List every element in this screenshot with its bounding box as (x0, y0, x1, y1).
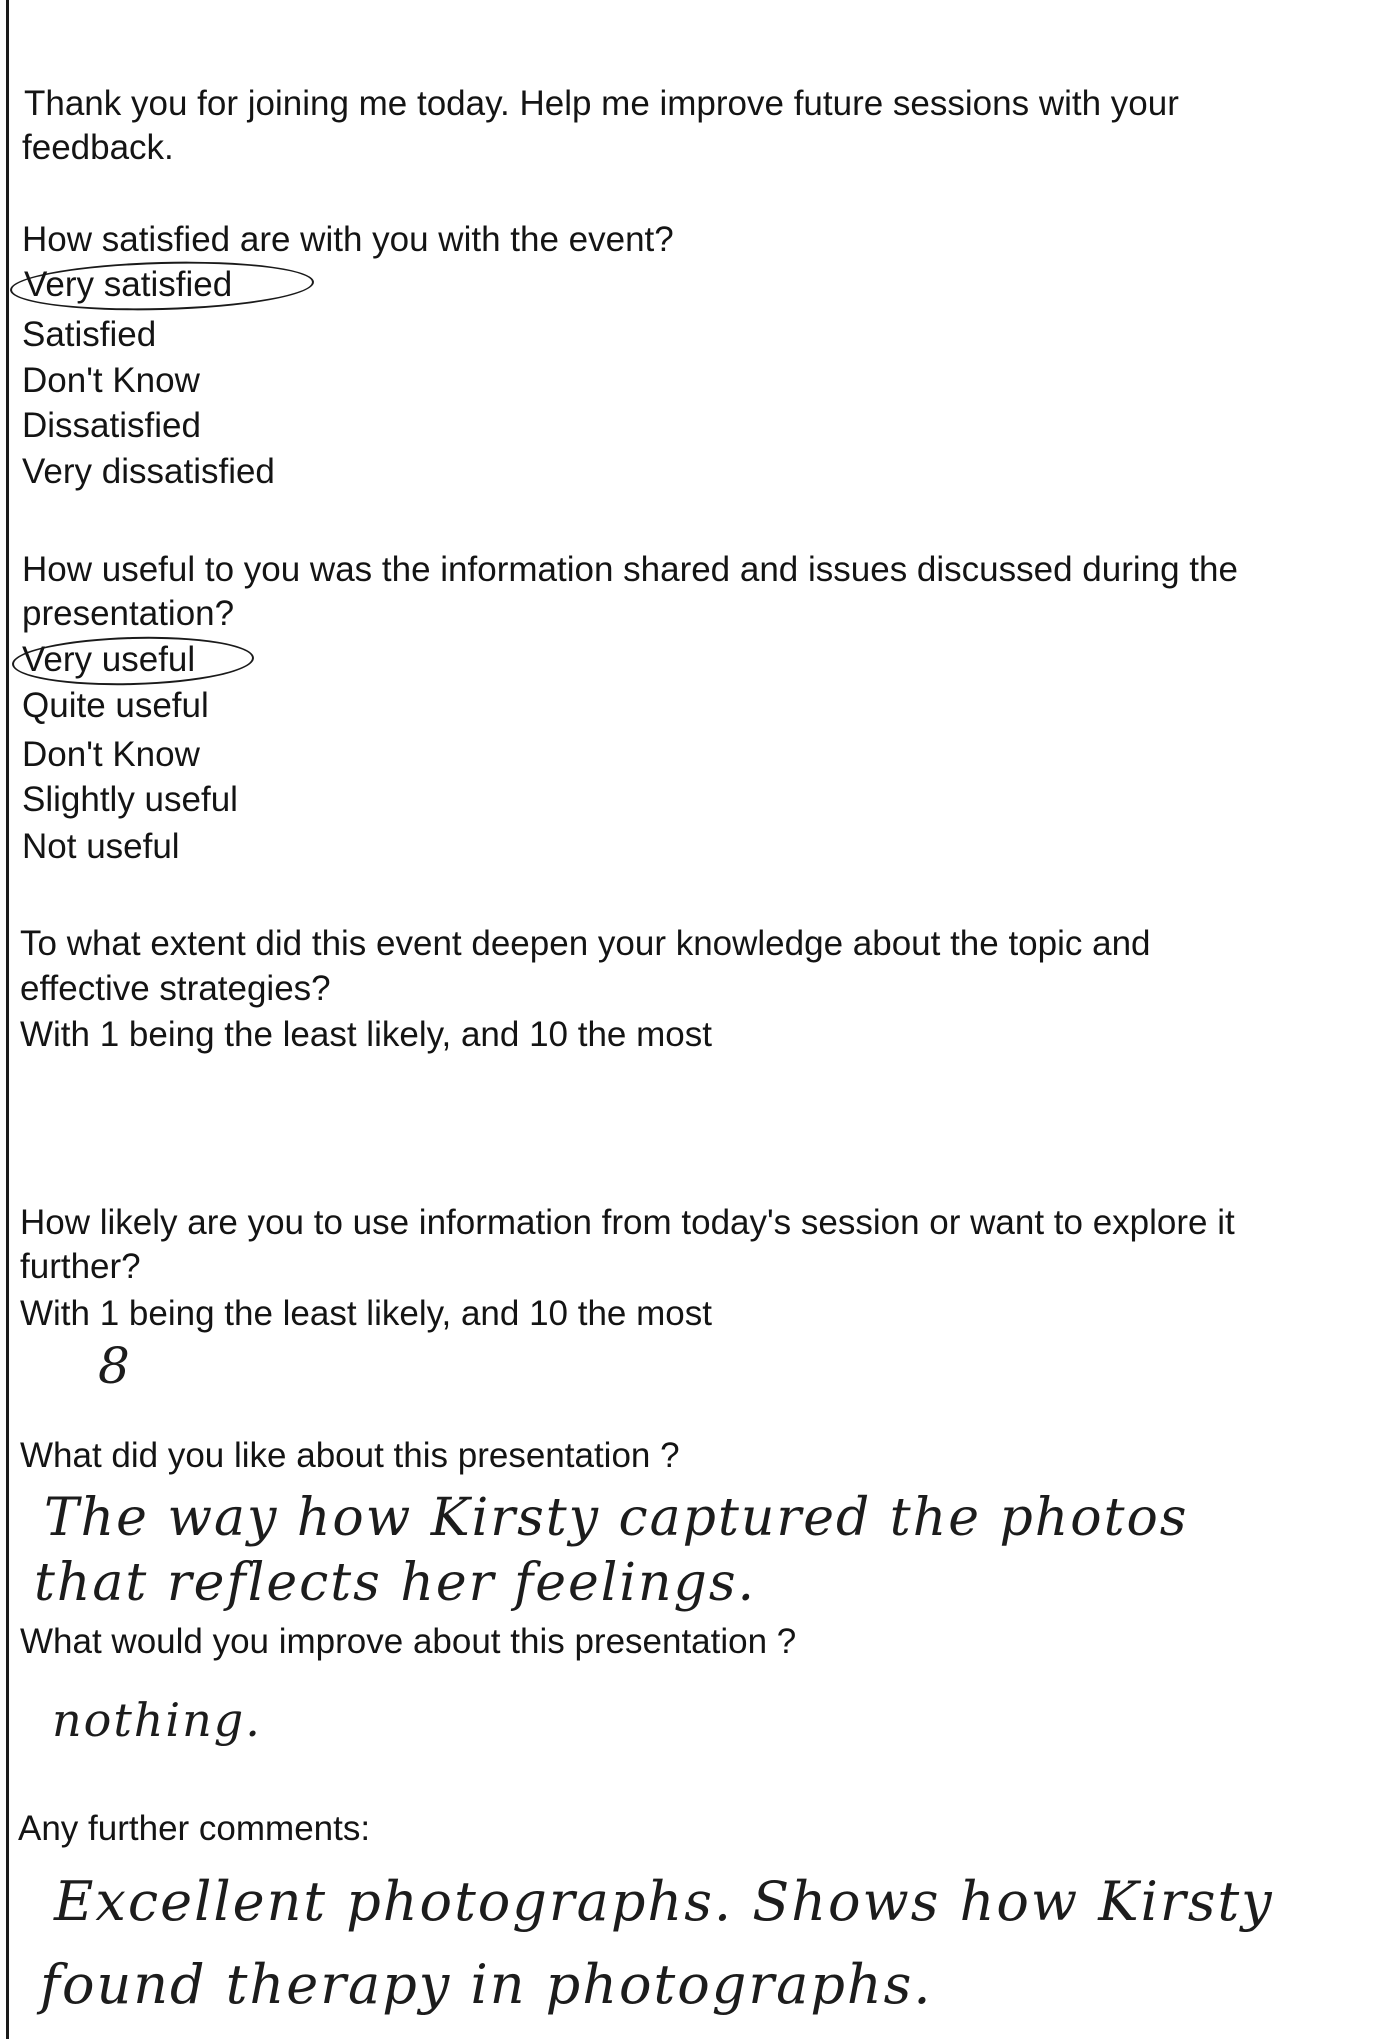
q6-handwritten-answer: nothing. (52, 1693, 262, 1747)
q5-question: What did you like about this presentation ? (20, 1436, 680, 1475)
q4-question-line-2: further? (20, 1247, 141, 1286)
q1-option-dont-know[interactable]: Don't Know (22, 361, 200, 400)
left-margin-line (6, 0, 9, 2039)
q2-option-dont-know[interactable]: Don't Know (22, 735, 200, 774)
q1-option-dissatisfied[interactable]: Dissatisfied (22, 406, 201, 445)
q2-option-slightly-useful[interactable]: Slightly useful (22, 780, 238, 819)
q7-handwritten-answer-line-2: found therapy in photographs. (40, 1953, 933, 2016)
q1-question: How satisfied are with you with the event? (22, 220, 674, 259)
q1-option-satisfied[interactable]: Satisfied (22, 315, 157, 354)
q2-question-line-2: presentation? (22, 594, 235, 633)
q2-question-line-1: How useful to you was the information shared and issues discussed during the (22, 550, 1238, 589)
q5-handwritten-answer-line-2: that reflects her feelings. (34, 1553, 757, 1613)
q2-option-quite-useful[interactable]: Quite useful (22, 686, 209, 725)
q7-handwritten-answer-line-1: Excellent photographs. Shows how Kirsty (54, 1870, 1274, 1933)
q2-option-not-useful[interactable]: Not useful (22, 827, 180, 866)
q6-question: What would you improve about this presentation ? (20, 1622, 797, 1661)
q1-option-very-satisfied[interactable]: Very satisfied (24, 265, 233, 304)
q3-question-line-2: effective strategies? (20, 969, 331, 1008)
q3-question-line-1: To what extent did this event deepen your knowledge about the topic and (20, 924, 1151, 963)
q5-handwritten-answer-line-1: The way how Kirsty captured the photos (44, 1488, 1189, 1548)
q4-handwritten-answer: 8 (98, 1337, 132, 1395)
q2-option-very-useful[interactable]: Very useful (22, 640, 196, 679)
q7-question: Any further comments: (18, 1809, 371, 1848)
q4-scale-note: With 1 being the least likely, and 10 the most (20, 1294, 712, 1333)
q4-question-line-1: How likely are you to use information from today's session or want to explore it (20, 1203, 1235, 1242)
intro-line-1: Thank you for joining me today. Help me improve future sessions with your (24, 84, 1179, 123)
q1-option-very-dissatisfied[interactable]: Very dissatisfied (22, 452, 275, 491)
intro-line-2: feedback. (22, 128, 174, 167)
q3-scale-note: With 1 being the least likely, and 10 the most (20, 1015, 712, 1054)
